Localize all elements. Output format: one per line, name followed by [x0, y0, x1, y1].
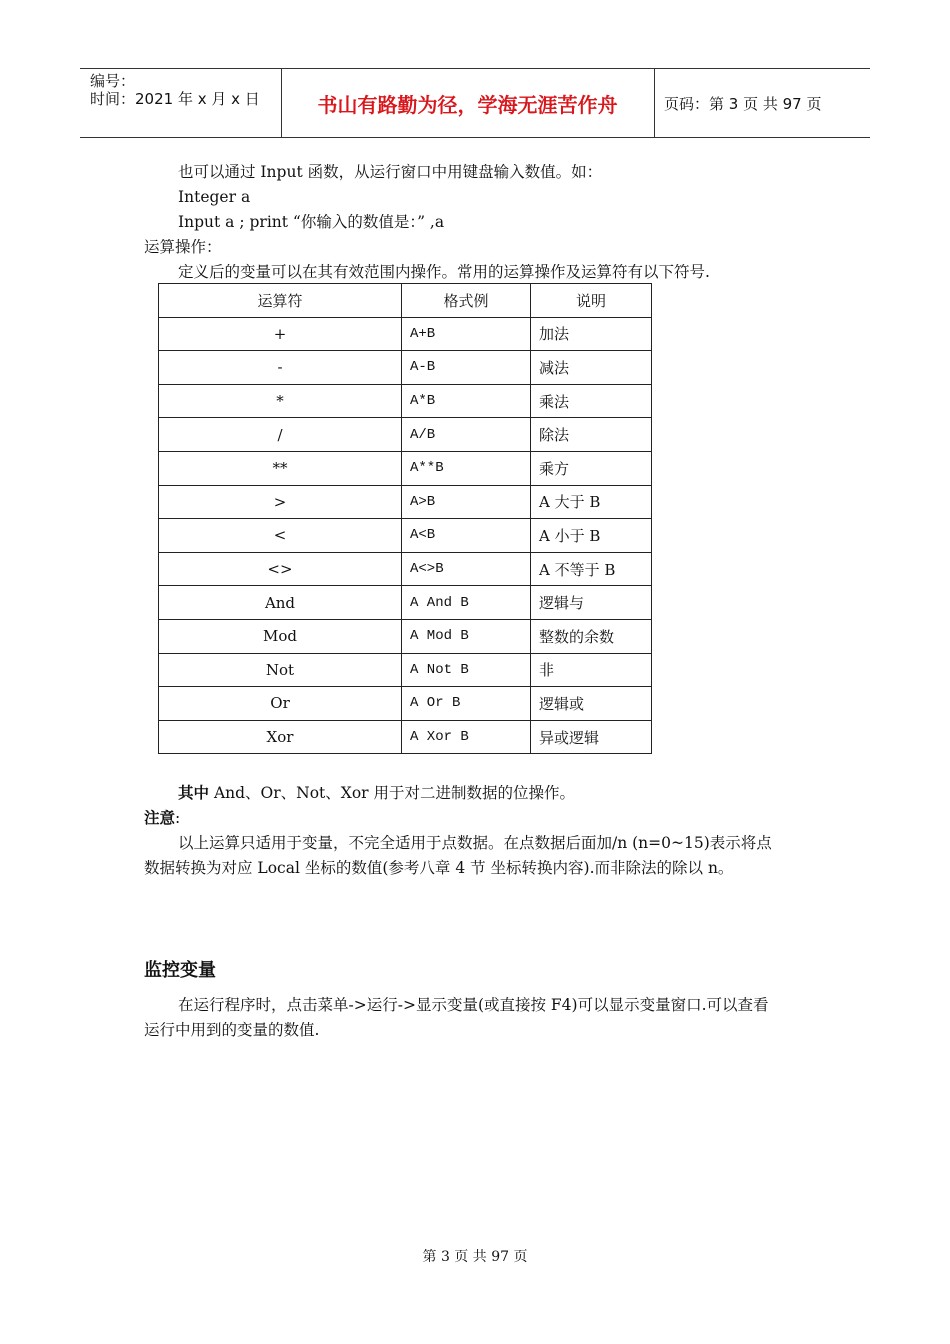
- table-header-row: [159, 284, 652, 318]
- monitor-line-2: 运行中用到的变量的数值.: [144, 1021, 320, 1039]
- header-page-info: 页码：第 3 页 共 97 页: [664, 94, 822, 113]
- operator-cell: **: [159, 451, 402, 485]
- description-cell: A 大于 B: [531, 485, 652, 519]
- input-intro: 也可以通过 Input 函数，从运行窗口中用键盘输入数值。如：: [178, 163, 603, 181]
- table-row: [159, 586, 652, 620]
- format-cell: A And B: [402, 586, 531, 620]
- format-cell: A<>B: [402, 552, 531, 586]
- format-cell: A>B: [402, 485, 531, 519]
- ops-heading: 运算操作：: [144, 238, 222, 256]
- monitor-line-1: 在运行程序时，点击菜单->运行->显示变量(或直接按 F4)可以显示变量窗口.可以查看: [178, 996, 769, 1014]
- column-header-operator: 运算符: [159, 284, 402, 318]
- description-cell: A 不等于 B: [531, 552, 652, 586]
- header-motto: 书山有路勤为径，学海无涯苦作舟: [281, 69, 655, 137]
- attention-label: 注意: [144, 808, 176, 827]
- format-cell: A+B: [402, 317, 531, 351]
- section-title: 监控变量: [144, 960, 216, 981]
- header-meta: [80, 69, 282, 137]
- operator-cell: <: [159, 519, 402, 553]
- description-cell: 非: [531, 653, 652, 687]
- table-row: [159, 351, 652, 385]
- table-row: [159, 485, 652, 519]
- table-row: [159, 720, 652, 754]
- operators-table: [158, 283, 652, 754]
- description-cell: 乘法: [531, 384, 652, 418]
- ops-intro: 定义后的变量可以在其有效范围内操作。常用的运算操作及运算符有以下符号.: [178, 263, 710, 281]
- description-cell: 减法: [531, 351, 652, 385]
- table-row: [159, 519, 652, 553]
- note-bold: 其中: [178, 783, 210, 802]
- attention-line-2: 数据转换为对应 Local 坐标的数值(参考八章 4 节 坐标转换内容).而非除法的除以 n。: [144, 859, 734, 877]
- table-row: [159, 451, 652, 485]
- format-cell: A Xor B: [402, 720, 531, 754]
- operator-cell: -: [159, 351, 402, 385]
- description-cell: A 小于 B: [531, 519, 652, 553]
- format-cell: A Not B: [402, 653, 531, 687]
- table-row: [159, 317, 652, 351]
- description-cell: 整数的余数: [531, 619, 652, 653]
- operator-cell: >: [159, 485, 402, 519]
- operator-cell: Not: [159, 653, 402, 687]
- description-cell: 乘方: [531, 451, 652, 485]
- operator-cell: /: [159, 418, 402, 452]
- page-header: [80, 68, 870, 138]
- format-cell: A*B: [402, 384, 531, 418]
- operator-cell: Xor: [159, 720, 402, 754]
- note-text: And、Or、Not、Xor 用于对二进制数据的位操作。: [209, 784, 575, 802]
- operator-cell: *: [159, 384, 402, 418]
- description-cell: 逻辑与: [531, 586, 652, 620]
- description-cell: 异或逻辑: [531, 720, 652, 754]
- code-line-1: Integer a: [178, 188, 251, 206]
- operator-cell: <>: [159, 552, 402, 586]
- date-label: 时间：2021 年 x 月 x 日: [90, 90, 260, 108]
- description-cell: 逻辑或: [531, 687, 652, 721]
- format-cell: A<B: [402, 519, 531, 553]
- description-cell: 除法: [531, 418, 652, 452]
- format-cell: A/B: [402, 418, 531, 452]
- operator-cell: +: [159, 317, 402, 351]
- table-row: [159, 552, 652, 586]
- description-cell: 加法: [531, 317, 652, 351]
- attention-line-1: 以上运算只适用于变量，不完全适用于点数据。在点数据后面加/n (n=0~15)表示将点: [178, 834, 772, 852]
- format-cell: A**B: [402, 451, 531, 485]
- operator-cell: And: [159, 586, 402, 620]
- format-cell: A Mod B: [402, 619, 531, 653]
- operator-cell: Mod: [159, 619, 402, 653]
- table-row: [159, 619, 652, 653]
- number-label: 编号：: [90, 72, 136, 90]
- format-cell: A-B: [402, 351, 531, 385]
- table-row: [159, 384, 652, 418]
- code-line-2: Input a ; print “你输入的数值是：” ,a: [178, 213, 445, 231]
- table-row: [159, 653, 652, 687]
- page-footer: 第 3 页 共 97 页: [422, 1249, 528, 1265]
- attention-colon: :: [175, 809, 181, 827]
- column-header-description: 说明: [531, 284, 652, 318]
- operator-cell: Or: [159, 687, 402, 721]
- table-row: [159, 418, 652, 452]
- table-row: [159, 687, 652, 721]
- attention-heading: [144, 808, 180, 828]
- bitwise-note: [178, 783, 575, 803]
- format-cell: A Or B: [402, 687, 531, 721]
- column-header-format: 格式例: [402, 284, 531, 318]
